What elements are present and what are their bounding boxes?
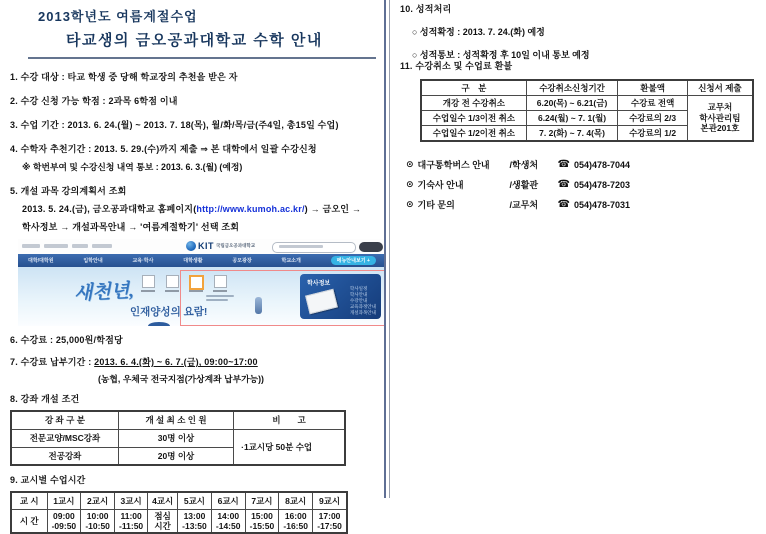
page-divider [384, 0, 390, 498]
cell-amount: 수강료 전액 [618, 96, 688, 111]
time-start: 13:00 [183, 511, 206, 521]
contact-row-bus [406, 158, 762, 171]
red-highlight-box [180, 270, 386, 326]
website-utility-bar [18, 239, 386, 254]
arrow-icon: → [349, 204, 362, 214]
contact-phone: 054)478-7031 [574, 199, 631, 210]
title-line-1: 2013학년도 여름계절수업 [38, 9, 198, 24]
row-header-time: 시 간 [11, 510, 47, 534]
time-end: -15:50 [249, 521, 275, 531]
contact-label: 기숙사 안내 [417, 180, 464, 190]
document-title-block [28, 6, 376, 59]
search-placeholder-smudge [279, 245, 323, 248]
page-left [10, 6, 382, 534]
col-header-remarks: 비 고 [234, 411, 345, 429]
time-start: 15:00 [251, 511, 273, 521]
arrow-icon: → [307, 204, 323, 214]
bullet-icon: ⊙ [406, 199, 414, 209]
quick-icon-label-smudge [141, 290, 155, 292]
cell-time [115, 510, 148, 534]
col-header-submit: 신청서 제출 [687, 80, 753, 96]
path-tail: 선택 조회 [198, 222, 240, 232]
refund-table [420, 79, 754, 142]
panel-link: 교육과정안내 [349, 304, 376, 309]
time-end: -11:50 [119, 521, 144, 531]
item-10-grades: 10. 성적처리 [400, 4, 452, 14]
item-6-tuition: 6. 수강료 : 25,000원/학점당 [10, 335, 123, 345]
item-9-class-times: 9. 교시별 수업시간 [10, 475, 86, 485]
paren: ) [304, 204, 308, 214]
cell-min-enrollment: 20명 이상 [118, 447, 233, 465]
path-menu-summer: '여름계절학기' [140, 222, 199, 232]
cell-course-type: 전문교양/MSC강좌 [11, 429, 118, 447]
phone-icon: ☎ [557, 179, 571, 190]
item-11-cancellation-refund: 11. 수강취소 및 수업료 환불 [400, 61, 513, 71]
banner-slogan-text: 인재양성의 요람! [130, 306, 208, 318]
nav-item-academics: 교육·학사 [132, 258, 154, 264]
phone-icon: ☎ [557, 199, 571, 210]
table-row [11, 510, 347, 534]
item-5-path-line-1 [22, 202, 382, 215]
period-header: 7교시 [245, 492, 279, 510]
period-header: 2교시 [81, 492, 115, 510]
bullet-icon: ⊙ [406, 179, 414, 189]
path-menu-kumoh-in: 금오인 [322, 204, 350, 214]
item-7-payment-period [10, 357, 382, 368]
item-3-class-period: 3. 수업 기간 : 2013. 6. 24.(월) ~ 2013. 7. 18(목), 월/화/목/금(주4일, 총15일 수업) [10, 120, 339, 130]
period-header: 3교시 [115, 492, 148, 510]
quick-icon [166, 275, 179, 288]
table-header-row [11, 411, 345, 429]
arrow-icon: → [125, 222, 141, 232]
time-end: -13:50 [182, 521, 207, 531]
item-10-grade-notice: ○ 성적통보 : 성적확정 후 10일 이내 통보 예정 [412, 50, 590, 60]
contact-dept: /생활관 [509, 180, 539, 190]
cell-min-enrollment: 30명 이상 [118, 429, 233, 447]
contact-list [406, 158, 762, 211]
submit-office-line: 학사관리팀 [699, 112, 741, 123]
utility-link-smudge [44, 244, 68, 248]
kit-logo [186, 241, 255, 251]
website-main-nav [18, 254, 386, 267]
item-7-note: (농협, 우체국 전국지점(가상계좌 납부가능)) [98, 374, 264, 384]
cell-time [178, 510, 212, 534]
period-header: 6교시 [211, 492, 245, 510]
panel-link: 수강안내 [349, 298, 368, 303]
contact-row-etc [406, 198, 762, 211]
kit-logo-text: KIT [198, 241, 214, 251]
table-header-row [11, 492, 347, 510]
cell-category: 수업일수 1/2이전 취소 [421, 126, 526, 142]
cell-submit-office [687, 96, 753, 142]
table-row [421, 96, 753, 111]
time-start: 10:00 [86, 511, 109, 521]
submit-office-line: 교무처 [707, 102, 733, 113]
homepage-link[interactable]: http://www.kumoh.ac.kr/ [196, 204, 305, 214]
period-header: 1교시 [47, 492, 81, 510]
cell-category: 개강 전 수강취소 [421, 96, 526, 111]
contact-label: 기타 문의 [417, 200, 455, 210]
time-start: 14:00 [217, 511, 240, 521]
website-banner [18, 267, 386, 326]
nav-more-button: 메뉴안내보기 + [331, 256, 376, 265]
contact-label: 대구통학버스 안내 [417, 160, 490, 170]
time-end: -14:50 [215, 521, 241, 531]
item-5-syllabus-lookup: 5. 개설 과목 강의계획서 조회 [10, 186, 127, 196]
nav-item-about: 학교소개 [281, 258, 301, 264]
table-header-row [421, 80, 753, 96]
cell-category: 수업일수 1/3이전 취소 [421, 111, 526, 126]
cell-time [211, 510, 245, 534]
time-start: 17:00 [318, 511, 341, 521]
item-2-credit-limit: 2. 수강 신청 가능 학점 : 2과목 6학점 이내 [10, 96, 178, 106]
cell-amount: 수강료의 2/3 [618, 111, 688, 126]
panel-link: 학사일정 [349, 286, 368, 291]
utility-link-smudge [92, 244, 112, 248]
time-end: -16:50 [283, 521, 308, 531]
time-start: 09:00 [53, 511, 75, 521]
item-4-note: ※ 학번부여 및 수강신청 내역 통보 : 2013. 6. 3.(월) (예정) [22, 162, 243, 172]
time-end: -17:50 [317, 521, 342, 531]
period-header: 4교시 [148, 492, 178, 510]
time-start: 16:00 [284, 511, 307, 521]
item-7-label: 7. 수강료 납부기간 : [10, 357, 95, 367]
phone-icon: ☎ [557, 159, 571, 170]
cell-time [313, 510, 347, 534]
col-header-category: 구 분 [421, 80, 526, 96]
lunch-line: 점심 [154, 511, 171, 521]
path-site-name: 금오공과대학교 홈페이지 [92, 204, 194, 214]
kit-logo-subtext: 국립금오공과대학교 [216, 243, 256, 248]
globe-icon [186, 241, 196, 251]
cell-lunch [148, 510, 178, 534]
utility-link-smudge [22, 244, 40, 248]
banner-arc-shape [148, 322, 170, 326]
period-header: 8교시 [279, 492, 313, 510]
col-header-course-type: 강 좌 구 분 [11, 411, 118, 429]
item-5-path-line-2 [22, 220, 382, 233]
path-menu-haksa: 학사정보 [22, 222, 58, 232]
table-row [11, 429, 345, 447]
cell-period: 6.20(목) ~ 6.21(금) [526, 96, 618, 111]
path-date: 2013. 5. 24.(금), [22, 204, 93, 214]
contact-phone: 054)478-7044 [574, 159, 631, 170]
title-line-2: 타교생의 금오공과대학교 수학 안내 [66, 32, 323, 49]
quick-icon-label-smudge [165, 290, 179, 292]
item-7-dates: 2013. 6. 4.(화) ~ 6. 7.(금), 09:00~17:00 [94, 357, 258, 367]
cell-remarks: ·1교시당 50분 수업 [234, 429, 345, 465]
contact-row-dormitory [406, 178, 762, 191]
cell-time [81, 510, 115, 534]
col-header-cancel-period: 수강취소신청기간 [526, 80, 618, 96]
search-button [359, 242, 383, 252]
col-header-min-enrollment: 개 설 최 소 인 원 [118, 411, 233, 429]
panel-title: 학사정보 [307, 281, 331, 287]
nav-item-university: 대학/대학원 [28, 258, 54, 264]
item-10-grade-confirm: ○ 성적확정 : 2013. 7. 24.(화) 예정 [412, 27, 545, 37]
time-end: -10:50 [85, 521, 110, 531]
submit-office-line: 본관201호 [700, 123, 740, 134]
cell-time [279, 510, 313, 534]
col-header-refund-amount: 환불액 [618, 80, 688, 96]
corner-header: 교 시 [11, 492, 47, 510]
page-right [400, 4, 762, 211]
item-4-recommendation-period: 4. 수학자 추천기간 : 2013. 5. 29.(수)까지 제출 ⇒ 본 대학에서 일괄 수강신청 [10, 144, 317, 154]
cell-period: 7. 2(화) ~ 7. 4(목) [526, 126, 618, 142]
nav-item-admissions: 입학안내 [83, 258, 103, 264]
cell-period: 6.24(월) ~ 7. 1(월) [526, 111, 618, 126]
contact-phone: 054)478-7203 [574, 179, 631, 190]
path-menu-courses: 개설과목안내 [72, 222, 126, 232]
time-start: 11:00 [120, 511, 142, 521]
cell-amount: 수강료의 1/2 [618, 126, 688, 142]
contact-dept: /교무처 [509, 200, 539, 210]
cell-time [47, 510, 81, 534]
lunch-line: 시간 [154, 521, 171, 531]
period-header: 9교시 [313, 492, 347, 510]
time-end: -09:50 [51, 521, 77, 531]
bullet-icon: ⊙ [406, 159, 414, 169]
course-open-condition-table [10, 410, 346, 466]
item-8-course-conditions: 8. 강좌 개설 조건 [10, 394, 80, 404]
arrow-icon: → [57, 222, 73, 232]
quick-icon [142, 275, 155, 288]
cell-course-type: 전공강좌 [11, 447, 118, 465]
period-header: 5교시 [178, 492, 212, 510]
period-time-table [10, 491, 348, 534]
search-input [272, 242, 356, 253]
utility-links [22, 244, 112, 248]
cell-time [245, 510, 279, 534]
nav-item-plaza: 공모광장 [232, 258, 252, 264]
banner-slogan-script: 새천년, [73, 280, 135, 305]
website-screenshot [18, 239, 386, 326]
panel-link: 학사안내 [349, 292, 368, 297]
nav-item-campus-life: 대학생활 [183, 258, 203, 264]
contact-dept: /학생처 [509, 160, 539, 170]
item-1-target-students: 1. 수강 대상 : 타교 학생 중 당해 학교장의 추천을 받은 자 [10, 72, 238, 82]
utility-link-smudge [72, 244, 88, 248]
paren: ( [193, 204, 197, 214]
panel-link: 개설과목안내 [349, 310, 376, 315]
